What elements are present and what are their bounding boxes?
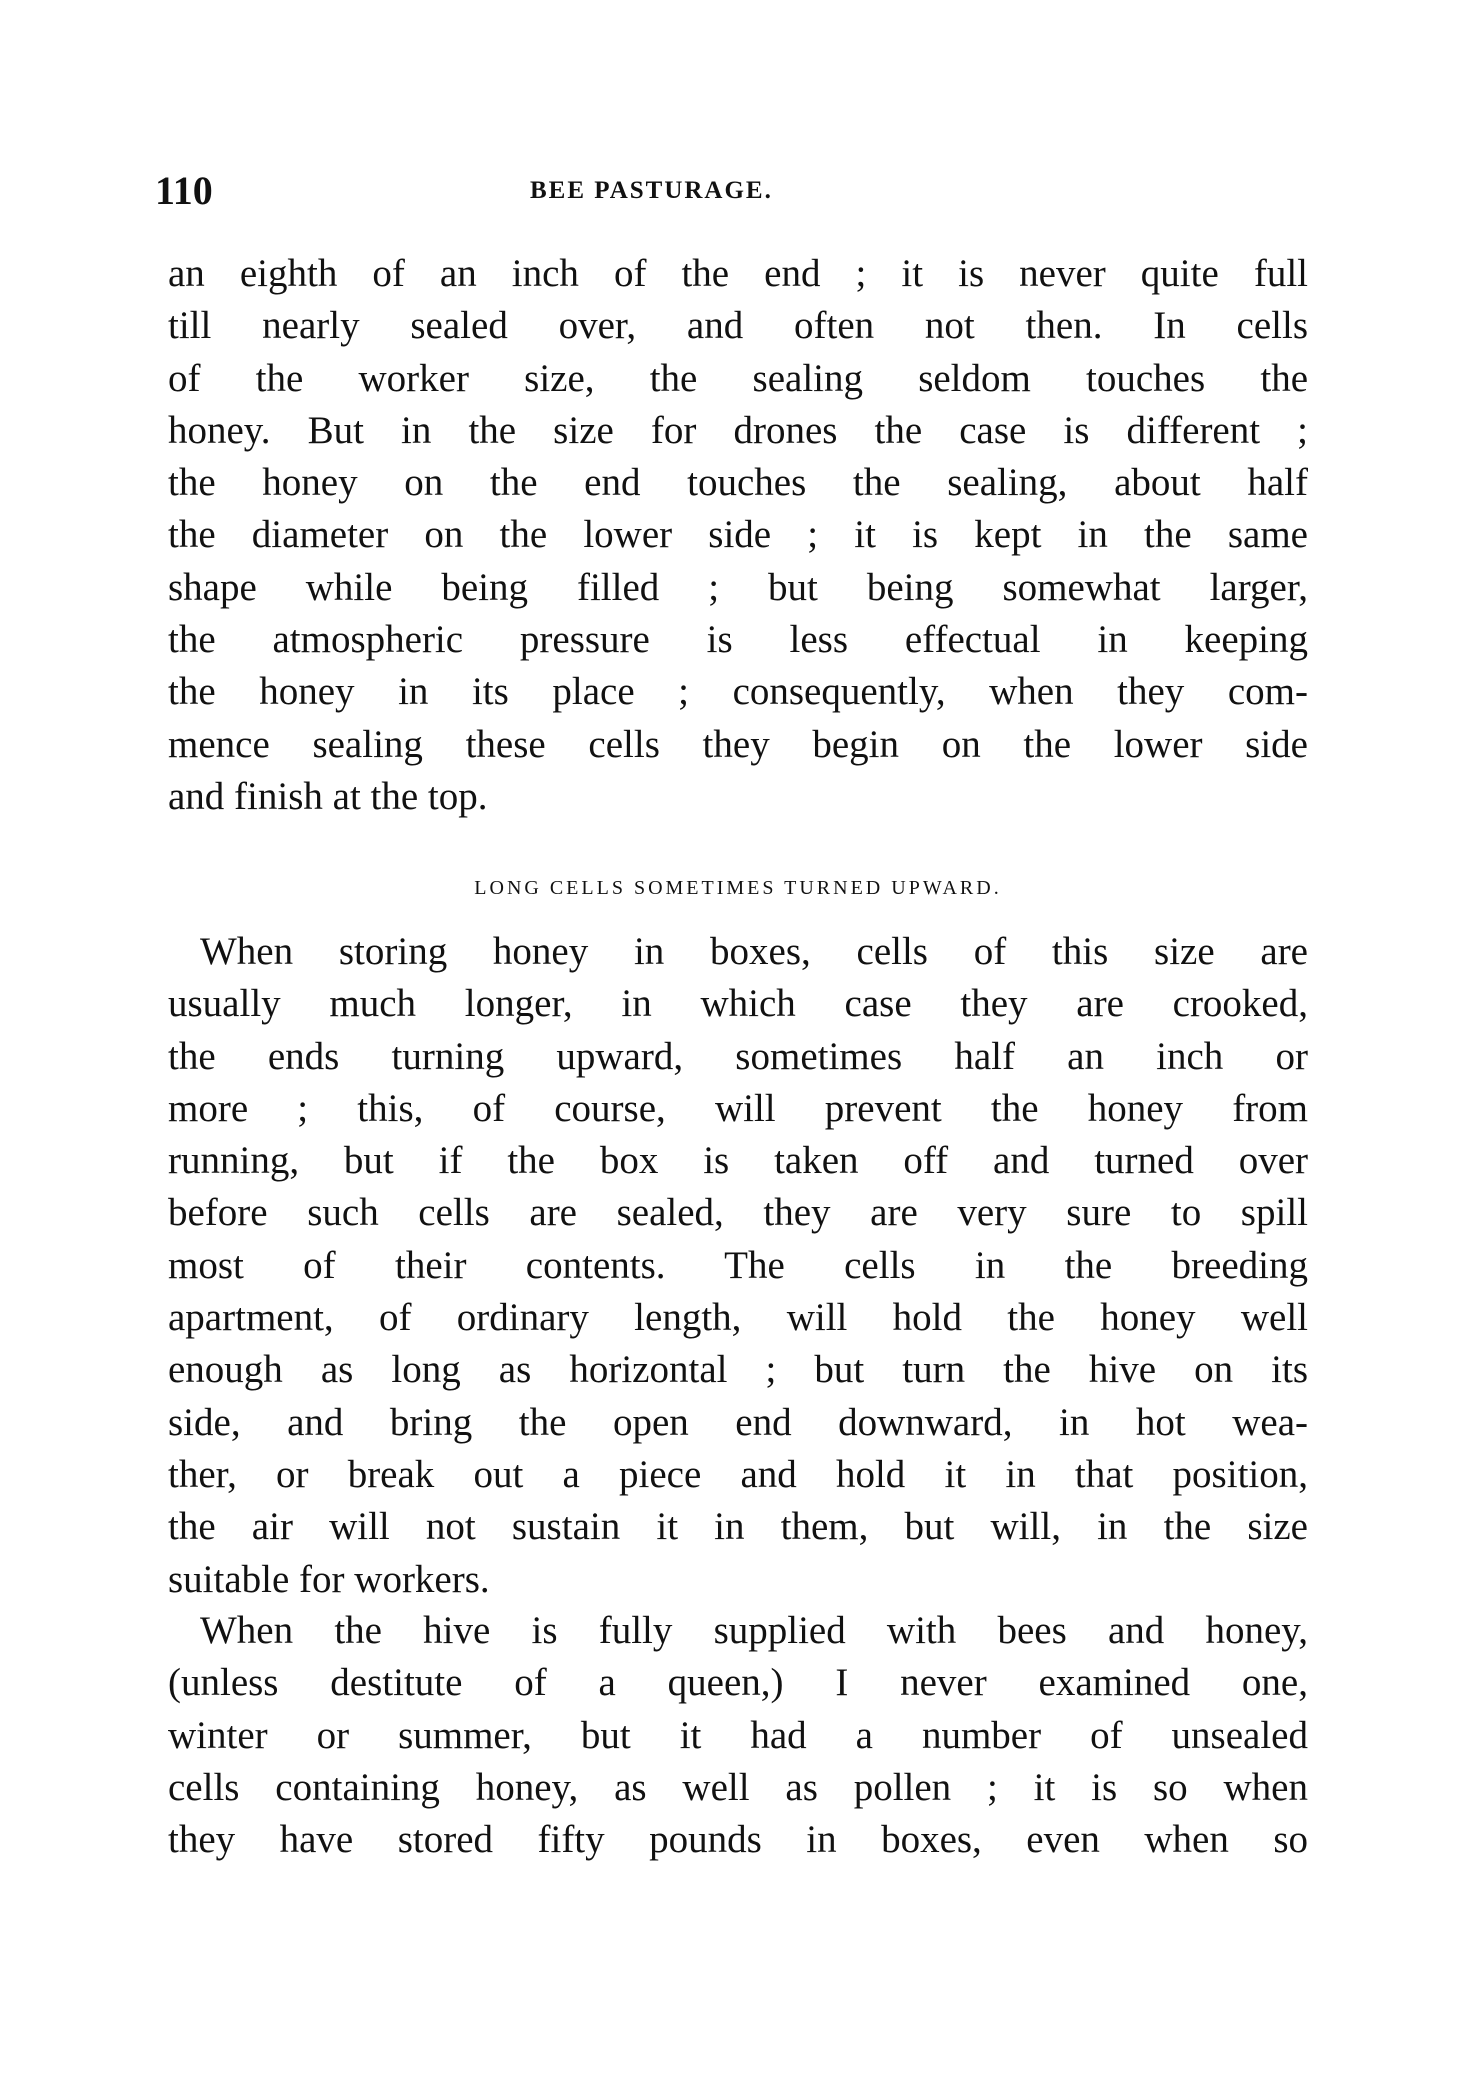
text-line: running, but if the box is taken off and turned over <box>168 1139 1308 1183</box>
text-line: more ; this, of course, will prevent the honey from <box>168 1086 1308 1130</box>
text-line: apartment, of ordinary length, will hold the honey well <box>168 1296 1308 1340</box>
text-line: shape while being filled ; but being somewhat larger, <box>168 565 1308 609</box>
text-line: enough as long as horizontal ; but turn the hive on its <box>168 1348 1308 1392</box>
text-line: ther, or break out a piece and hold it in that position, <box>168 1452 1308 1496</box>
paragraph-2 <box>168 926 1308 1606</box>
paragraph-3 <box>168 1605 1308 1866</box>
text-line: side, and bring the open end downward, in hot wea- <box>168 1400 1308 1444</box>
running-title: BEE PASTURAGE. <box>530 177 773 204</box>
text-line: honey. But in the size for drones the case is different ; <box>168 408 1308 452</box>
text-line: When the hive is fully supplied with bees and honey, <box>200 1609 1308 1652</box>
text-line: the diameter on the lower side ; it is kept in the same <box>168 513 1308 557</box>
page-number: 110 <box>155 168 213 213</box>
text-line: they have stored fifty pounds in boxes, even when so <box>168 1818 1308 1862</box>
text-line: an eighth of an inch of the end ; it is never quite full <box>168 252 1308 295</box>
text-line: most of their contents. The cells in the breeding <box>168 1243 1308 1287</box>
text-line: and finish at the top. <box>168 774 488 818</box>
text-line: winter or summer, but it had a number of unsealed <box>168 1713 1308 1757</box>
text-line: before such cells are sealed, they are very sure to spill <box>168 1191 1308 1235</box>
text-line: the ends turning upward, sometimes half an inch or <box>168 1034 1308 1078</box>
section-heading: LONG CELLS SOMETIMES TURNED UPWARD. <box>474 877 1002 899</box>
text-line: of the worker size, the sealing seldom touches the <box>168 356 1308 400</box>
paragraph-1 <box>168 248 1308 823</box>
text-line: the honey on the end touches the sealing, about half <box>168 461 1308 505</box>
text-line: suitable for workers. <box>168 1557 490 1601</box>
text-line: usually much longer, in which case they are crooked, <box>168 982 1308 1026</box>
text-line: the honey in its place ; consequently, when they com- <box>168 670 1308 714</box>
text-line: the air will not sustain it in them, but will, in the size <box>168 1505 1308 1549</box>
text-line: cells containing honey, as well as pollen ; it is so when <box>168 1765 1308 1809</box>
text-line: the atmospheric pressure is less effectual in keeping <box>168 618 1308 662</box>
text-line: When storing honey in boxes, cells of this size are <box>200 930 1308 973</box>
text-line: (unless destitute of a queen,) I never examined one, <box>168 1661 1308 1705</box>
text-line: mence sealing these cells they begin on the lower side <box>168 722 1308 766</box>
text-line: till nearly sealed over, and often not then. In cells <box>168 304 1308 348</box>
